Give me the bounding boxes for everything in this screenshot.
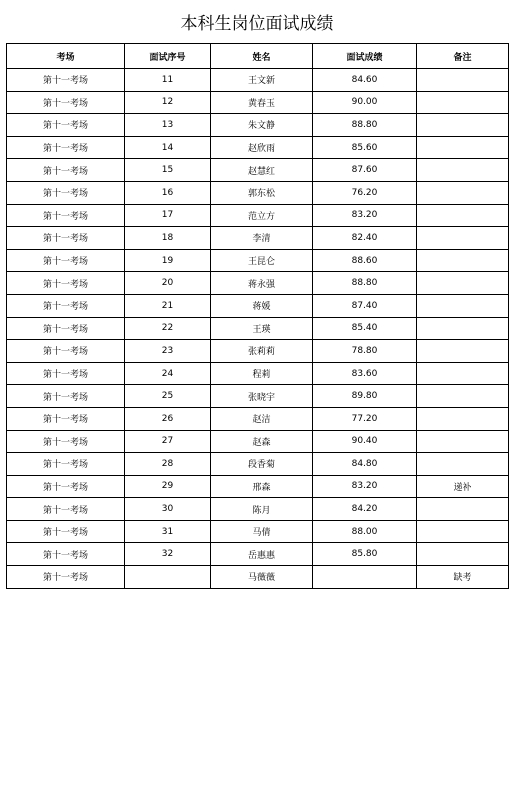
header-remarks: 备注 bbox=[417, 44, 509, 69]
table-row bbox=[7, 430, 509, 453]
cell-interview-number: 23 bbox=[125, 340, 211, 363]
cell-score: 87.40 bbox=[313, 294, 417, 317]
header-name: 姓名 bbox=[211, 44, 313, 69]
cell-interview-number: 15 bbox=[125, 159, 211, 182]
cell-exam-room: 第十一考场 bbox=[7, 430, 125, 453]
cell-score: 84.20 bbox=[313, 498, 417, 521]
cell-exam-room: 第十一考场 bbox=[7, 181, 125, 204]
table-row bbox=[7, 136, 509, 159]
cell-exam-room: 第十一考场 bbox=[7, 91, 125, 114]
cell-remarks bbox=[417, 114, 509, 137]
cell-remarks bbox=[417, 204, 509, 227]
cell-name: 张莉莉 bbox=[211, 340, 313, 363]
table-row bbox=[7, 181, 509, 204]
cell-remarks bbox=[417, 227, 509, 250]
cell-exam-room: 第十一考场 bbox=[7, 543, 125, 566]
cell-name: 郭东松 bbox=[211, 181, 313, 204]
cell-interview-number: 29 bbox=[125, 475, 211, 498]
table-row bbox=[7, 294, 509, 317]
cell-score: 84.60 bbox=[313, 69, 417, 92]
table-row bbox=[7, 475, 509, 498]
cell-exam-room: 第十一考场 bbox=[7, 114, 125, 137]
cell-interview-number: 30 bbox=[125, 498, 211, 521]
cell-name: 黄春玉 bbox=[211, 91, 313, 114]
cell-name: 赵森 bbox=[211, 430, 313, 453]
cell-remarks bbox=[417, 159, 509, 182]
cell-remarks bbox=[417, 249, 509, 272]
cell-name: 马倩 bbox=[211, 520, 313, 543]
cell-score: 77.20 bbox=[313, 407, 417, 430]
cell-exam-room: 第十一考场 bbox=[7, 566, 125, 589]
cell-name: 王瑛 bbox=[211, 317, 313, 340]
table-row bbox=[7, 272, 509, 295]
cell-score: 90.40 bbox=[313, 430, 417, 453]
table-row bbox=[7, 453, 509, 476]
cell-interview-number: 11 bbox=[125, 69, 211, 92]
cell-remarks bbox=[417, 430, 509, 453]
table-row bbox=[7, 340, 509, 363]
cell-score: 88.60 bbox=[313, 249, 417, 272]
cell-name: 岳惠惠 bbox=[211, 543, 313, 566]
cell-exam-room: 第十一考场 bbox=[7, 520, 125, 543]
table-row bbox=[7, 69, 509, 92]
cell-interview-number: 12 bbox=[125, 91, 211, 114]
cell-exam-room: 第十一考场 bbox=[7, 204, 125, 227]
table-row bbox=[7, 385, 509, 408]
cell-interview-number: 14 bbox=[125, 136, 211, 159]
header-score: 面试成绩 bbox=[313, 44, 417, 69]
cell-interview-number: 20 bbox=[125, 272, 211, 295]
header-interview-number: 面试序号 bbox=[125, 44, 211, 69]
cell-score: 82.40 bbox=[313, 227, 417, 250]
cell-name: 李清 bbox=[211, 227, 313, 250]
table-row bbox=[7, 227, 509, 250]
cell-score: 88.00 bbox=[313, 520, 417, 543]
cell-exam-room: 第十一考场 bbox=[7, 159, 125, 182]
cell-remarks bbox=[417, 317, 509, 340]
cell-remarks bbox=[417, 407, 509, 430]
cell-remarks bbox=[417, 453, 509, 476]
cell-exam-room: 第十一考场 bbox=[7, 249, 125, 272]
cell-remarks bbox=[417, 272, 509, 295]
cell-exam-room: 第十一考场 bbox=[7, 272, 125, 295]
cell-interview-number: 19 bbox=[125, 249, 211, 272]
cell-remarks: 递补 bbox=[417, 475, 509, 498]
cell-name: 王昆仑 bbox=[211, 249, 313, 272]
cell-exam-room: 第十一考场 bbox=[7, 407, 125, 430]
table-body bbox=[7, 69, 509, 589]
cell-exam-room: 第十一考场 bbox=[7, 362, 125, 385]
cell-remarks: 缺考 bbox=[417, 566, 509, 589]
cell-remarks bbox=[417, 181, 509, 204]
cell-name: 蒋永强 bbox=[211, 272, 313, 295]
cell-name: 范立方 bbox=[211, 204, 313, 227]
table-row bbox=[7, 520, 509, 543]
cell-name: 陈月 bbox=[211, 498, 313, 521]
cell-score: 83.60 bbox=[313, 362, 417, 385]
table-row bbox=[7, 407, 509, 430]
cell-name: 蒋媛 bbox=[211, 294, 313, 317]
cell-score: 83.20 bbox=[313, 204, 417, 227]
cell-interview-number: 31 bbox=[125, 520, 211, 543]
cell-name: 赵欣雨 bbox=[211, 136, 313, 159]
cell-interview-number: 21 bbox=[125, 294, 211, 317]
cell-remarks bbox=[417, 69, 509, 92]
cell-exam-room: 第十一考场 bbox=[7, 69, 125, 92]
table-row bbox=[7, 159, 509, 182]
cell-interview-number: 22 bbox=[125, 317, 211, 340]
cell-remarks bbox=[417, 91, 509, 114]
cell-exam-room: 第十一考场 bbox=[7, 136, 125, 159]
cell-name: 赵慧红 bbox=[211, 159, 313, 182]
table-row bbox=[7, 91, 509, 114]
cell-exam-room: 第十一考场 bbox=[7, 317, 125, 340]
table-row bbox=[7, 498, 509, 521]
cell-score: 78.80 bbox=[313, 340, 417, 363]
cell-remarks bbox=[417, 362, 509, 385]
cell-remarks bbox=[417, 385, 509, 408]
cell-score bbox=[313, 566, 417, 589]
cell-score: 85.60 bbox=[313, 136, 417, 159]
cell-name: 赵洁 bbox=[211, 407, 313, 430]
cell-name: 朱文静 bbox=[211, 114, 313, 137]
cell-name: 王文新 bbox=[211, 69, 313, 92]
cell-remarks bbox=[417, 498, 509, 521]
cell-score: 85.40 bbox=[313, 317, 417, 340]
cell-remarks bbox=[417, 340, 509, 363]
cell-score: 88.80 bbox=[313, 114, 417, 137]
cell-score: 88.80 bbox=[313, 272, 417, 295]
table-row bbox=[7, 566, 509, 589]
cell-interview-number: 27 bbox=[125, 430, 211, 453]
cell-remarks bbox=[417, 520, 509, 543]
cell-exam-room: 第十一考场 bbox=[7, 385, 125, 408]
cell-interview-number: 18 bbox=[125, 227, 211, 250]
cell-remarks bbox=[417, 294, 509, 317]
cell-name: 段香菊 bbox=[211, 453, 313, 476]
cell-name: 张晓宇 bbox=[211, 385, 313, 408]
cell-interview-number: 16 bbox=[125, 181, 211, 204]
cell-score: 87.60 bbox=[313, 159, 417, 182]
table-row bbox=[7, 204, 509, 227]
cell-interview-number: 26 bbox=[125, 407, 211, 430]
table-row bbox=[7, 543, 509, 566]
table-row bbox=[7, 362, 509, 385]
cell-exam-room: 第十一考场 bbox=[7, 453, 125, 476]
cell-interview-number: 13 bbox=[125, 114, 211, 137]
cell-remarks bbox=[417, 543, 509, 566]
cell-interview-number: 17 bbox=[125, 204, 211, 227]
cell-exam-room: 第十一考场 bbox=[7, 498, 125, 521]
cell-interview-number: 24 bbox=[125, 362, 211, 385]
cell-interview-number: 28 bbox=[125, 453, 211, 476]
table-row bbox=[7, 114, 509, 137]
cell-exam-room: 第十一考场 bbox=[7, 475, 125, 498]
table-row bbox=[7, 249, 509, 272]
cell-remarks bbox=[417, 136, 509, 159]
cell-score: 83.20 bbox=[313, 475, 417, 498]
cell-interview-number: 32 bbox=[125, 543, 211, 566]
cell-name: 程莉 bbox=[211, 362, 313, 385]
cell-name: 邢森 bbox=[211, 475, 313, 498]
score-table bbox=[6, 43, 509, 589]
cell-interview-number: 25 bbox=[125, 385, 211, 408]
cell-exam-room: 第十一考场 bbox=[7, 227, 125, 250]
cell-score: 89.80 bbox=[313, 385, 417, 408]
header-exam-room: 考场 bbox=[7, 44, 125, 69]
cell-score: 84.80 bbox=[313, 453, 417, 476]
table-header-row bbox=[7, 44, 509, 69]
page-title: 本科生岗位面试成绩 bbox=[180, 14, 334, 34]
cell-interview-number bbox=[125, 566, 211, 589]
cell-score: 90.00 bbox=[313, 91, 417, 114]
table-row bbox=[7, 317, 509, 340]
cell-exam-room: 第十一考场 bbox=[7, 340, 125, 363]
cell-score: 76.20 bbox=[313, 181, 417, 204]
cell-exam-room: 第十一考场 bbox=[7, 294, 125, 317]
cell-name: 马薇薇 bbox=[211, 566, 313, 589]
cell-score: 85.80 bbox=[313, 543, 417, 566]
